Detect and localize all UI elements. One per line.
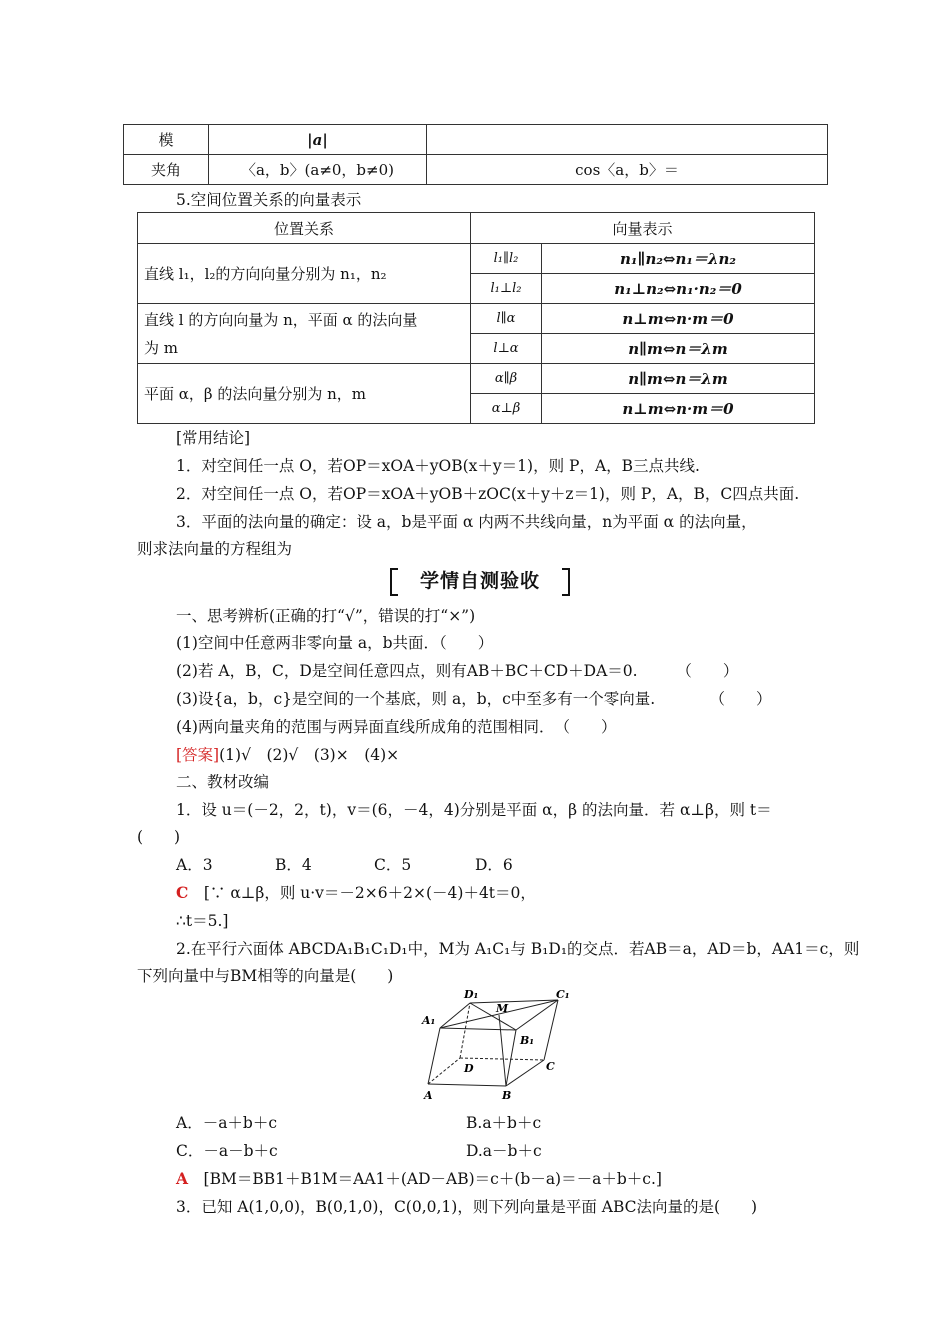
group3-vec2: n⊥m⇔n·m＝0	[542, 394, 815, 424]
label-b1: B₁	[520, 1034, 535, 1047]
q2-option-a: A．－a＋b＋c	[176, 1114, 278, 1132]
group3-vec1: n∥m⇔n＝λm	[542, 364, 815, 394]
header-vector: 向量表示	[471, 213, 815, 244]
q1-option-d: D．6	[475, 856, 513, 874]
part2-q1-line1: 1．设 u＝(－2，2，t)，v＝(6，－4，4)分别是平面 α，β 的法向量．若 α⊥β，则 t＝	[176, 801, 772, 819]
label-b: B	[502, 1089, 512, 1102]
group3-rel2: α⊥β	[471, 394, 542, 424]
q1-solution-line2: ∴t＝5.]	[176, 912, 229, 930]
group2-vec2: n∥m⇔n＝λm	[542, 334, 815, 364]
label-d1: D₁	[464, 988, 479, 1001]
q2-option-b: B.a＋b＋c	[466, 1114, 542, 1132]
part2-q3: 3．已知 A(1,0,0)，B(0,1,0)，C(0,0,1)，则下列向量是平面 ABC法向量的是( )	[176, 1198, 758, 1216]
conclusion-3-line2: 则求法向量的方程组为	[137, 540, 293, 558]
q1-option-a: A．3	[176, 856, 213, 874]
q2-option-c: C．－a－b＋c	[176, 1142, 278, 1160]
q2-answer: A	[176, 1169, 189, 1188]
modulus-value: |a|	[209, 125, 427, 155]
section-title: 学情自测验收	[390, 566, 570, 596]
q1-option-b: B．4	[275, 856, 312, 874]
group1-rel1: l₁∥l₂	[471, 244, 542, 274]
label-c: C	[546, 1060, 555, 1073]
part1-q1: (1)空间中任意两非零向量 a，b共面．（ ）	[176, 634, 494, 652]
q1-option-c: C．5	[374, 856, 412, 874]
modulus-formula	[427, 125, 828, 155]
part1-q2: (2)若 A，B，C，D是空间任意四点，则有AB＋BC＋CD＋DA＝0. （ ）	[176, 662, 739, 680]
group3-desc: 平面 α，β 的法向量分别为 n，m	[138, 364, 471, 424]
angle-value: 〈a，b〉(a≠0，b≠0)	[209, 155, 427, 185]
conclusions-heading: [常用结论]	[176, 429, 251, 447]
group2-desc	[138, 304, 471, 364]
group3-rel1: α∥β	[471, 364, 542, 394]
q1-answer: C	[176, 883, 189, 902]
part2-heading: 二、教材改编	[176, 773, 270, 791]
label-d: D	[464, 1062, 474, 1075]
q1-solution-line1: [∵ α⊥β，则 u·v＝－2×6＋2×(－4)＋4t＝0，	[203, 884, 536, 902]
group1-vec2: n₁⊥n₂⇔n₁·n₂＝0	[542, 274, 815, 304]
group2-rel1: l∥α	[471, 304, 542, 334]
group2-vec1: n⊥m⇔n·m＝0	[542, 304, 815, 334]
conclusion-3-line1: 3．平面的法向量的确定：设 a，b是平面 α 内两不共线向量，n为平面 α 的法向量，	[176, 513, 757, 531]
part2-q2-line2: 下列向量中与BM相等的向量是( )	[137, 967, 394, 985]
label-c1: C₁	[556, 988, 570, 1001]
part2-q2-line1: 2.在平行六面体 ABCDA₁B₁C₁D₁中，M为 A₁C₁与 B₁D₁的交点．若AB＝a，AD＝b，AA1＝c，则	[176, 940, 860, 958]
section5-heading: 5.空间位置关系的向量表示	[176, 191, 362, 209]
top-table	[123, 124, 828, 185]
group1-desc: 直线 l₁，l₂的方向向量分别为 n₁，n₂	[138, 244, 471, 304]
modulus-label: 模	[124, 125, 209, 155]
angle-formula: cos〈a，b〉＝	[427, 155, 828, 185]
position-table	[137, 212, 815, 424]
label-a1: A₁	[422, 1014, 436, 1027]
part2-q1-line2: ( )	[137, 828, 181, 846]
part1-q4: (4)两向量夹角的范围与两异面直线所成角的范围相同． （ ）	[176, 718, 617, 736]
parallelepiped-figure	[420, 988, 580, 1106]
answer-text: (1)√ (2)√ (3)× (4)×	[219, 746, 400, 764]
conclusion-1: 1．对空间任一点 O，若OP＝xOA＋yOB(x＋y＝1)，则 P，A，B三点共线.	[176, 457, 700, 475]
q1-solution	[176, 881, 536, 903]
part1-heading: 一、思考辨析(正确的打“√”，错误的打“×”)	[176, 607, 476, 625]
group2-rel2: l⊥α	[471, 334, 542, 364]
header-position: 位置关系	[138, 213, 471, 244]
group1-rel2: l₁⊥l₂	[471, 274, 542, 304]
answer-label: [答案]	[176, 746, 220, 764]
group1-vec1: n₁∥n₂⇔n₁＝λn₂	[542, 244, 815, 274]
q2-solution-text: [BM＝BB1＋B1M＝AA1＋(AD－AB)＝c＋(b－a)＝－a＋b＋c.]	[203, 1170, 662, 1188]
group2-desc-line1: 直线 l 的方向向量为 n，平面 α 的法向量	[144, 310, 418, 329]
angle-label: 夹角	[124, 155, 209, 185]
label-m: M	[496, 1002, 509, 1015]
group2-desc-line2: 为 m	[144, 338, 178, 357]
part1-q3: (3)设{a，b，c}是空间的一个基底，则 a，b，c中至多有一个零向量. （ ）	[176, 690, 772, 708]
label-a: A	[424, 1089, 433, 1102]
q2-solution	[176, 1167, 662, 1189]
part1-answer	[176, 743, 399, 765]
conclusion-2: 2．对空间任一点 O，若OP＝xOA＋yOB＋zOC(x＋y＋z＝1)，则 P，A，B，C四点共面.	[176, 485, 800, 503]
q2-option-d: D.a－b＋c	[466, 1142, 542, 1160]
